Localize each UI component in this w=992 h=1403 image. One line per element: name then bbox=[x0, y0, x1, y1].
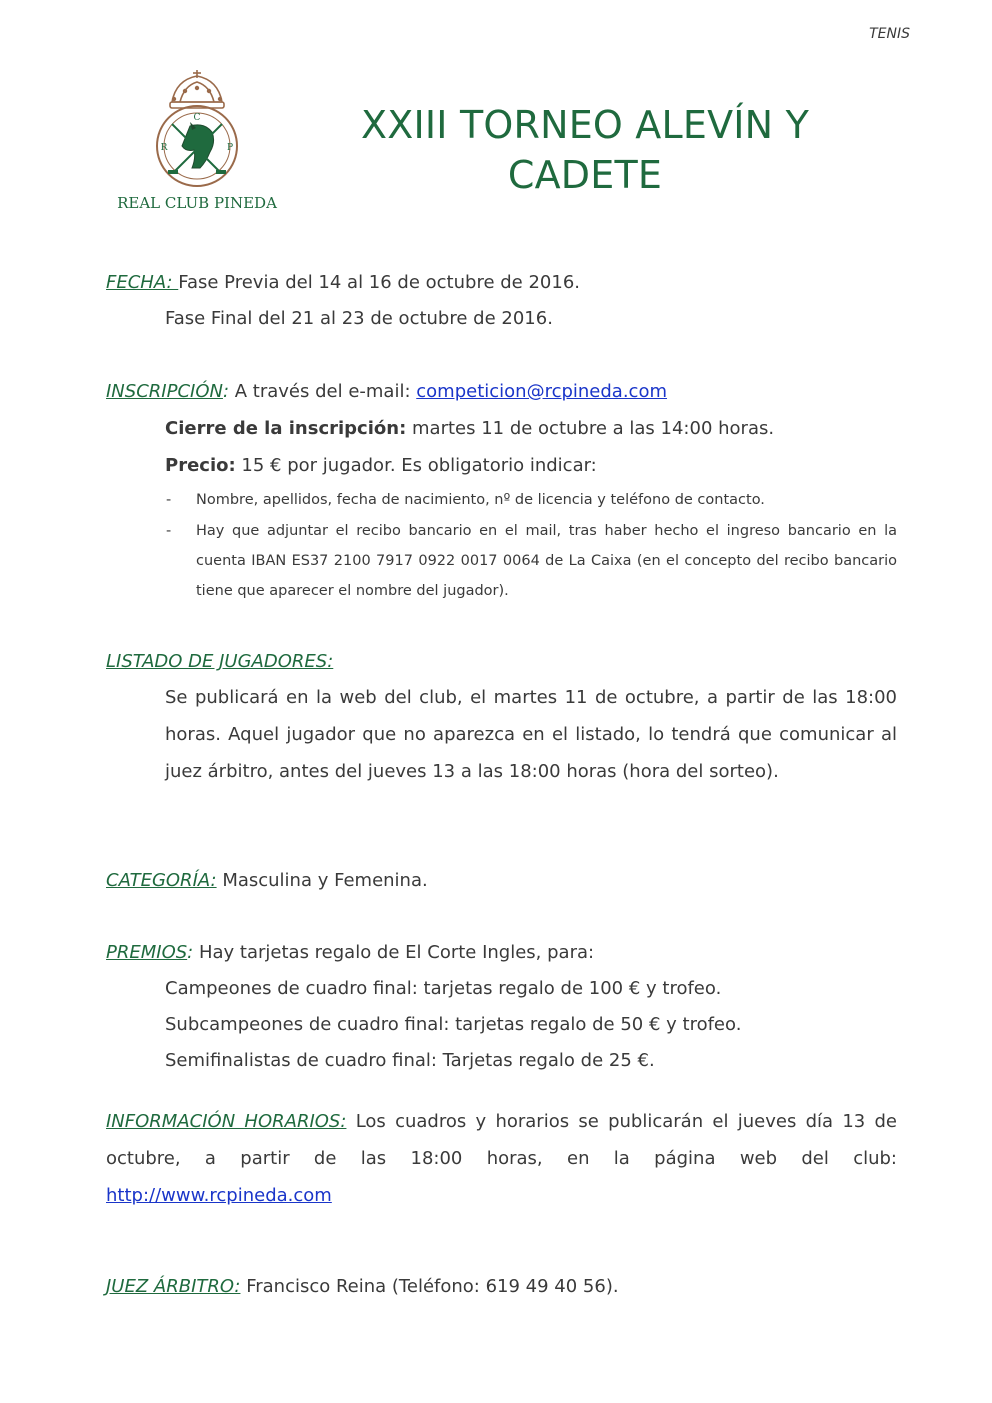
premios-line bbox=[106, 942, 594, 963]
premios-intro: Hay tarjetas regalo de El Corte Ingles, para: bbox=[193, 942, 595, 963]
club-logo bbox=[106, 66, 288, 216]
inscripcion-label: INSCRIPCIÓN bbox=[106, 381, 223, 402]
club-name: REAL CLUB PINEDA bbox=[117, 194, 277, 212]
premios-colon: : bbox=[187, 942, 194, 963]
crest-letter-left: R bbox=[160, 143, 168, 153]
crest-letter-right: P bbox=[226, 143, 234, 153]
horarios-label: INFORMACIÓN HORARIOS: bbox=[106, 1111, 347, 1132]
bullet-marker: - bbox=[166, 523, 172, 539]
title-line-1: XXIII TORNEO ALEVÍN Y bbox=[360, 103, 809, 147]
page-title bbox=[330, 100, 840, 200]
inscripcion-colon: : bbox=[222, 381, 230, 402]
premio-item: Subcampeones de cuadro final: tarjetas regalo de 50 € y trofeo. bbox=[165, 1014, 742, 1035]
categoria-text: Masculina y Femenina. bbox=[216, 870, 428, 891]
crest-letter-top: C bbox=[193, 113, 201, 123]
inscripcion-line bbox=[106, 381, 667, 402]
listado-label: LISTADO DE JUGADORES: bbox=[106, 651, 334, 672]
bullet-item: Hay que adjuntar el recibo bancario en el mail, tras haber hecho el ingreso bancario en la cuenta IBAN ES37 2100 7917 0922 0017 0064 de La Caixa (en el concepto del recibo bancario tiene que aparecer el nombre del jugador). bbox=[196, 523, 897, 599]
precio-line bbox=[165, 455, 597, 476]
premios-label: PREMIOS bbox=[106, 942, 188, 963]
email-link[interactable]: competicion@rcpineda.com bbox=[416, 381, 668, 402]
web-link[interactable]: http://www.rcpineda.com bbox=[106, 1185, 332, 1206]
title-line-2: CADETE bbox=[507, 153, 663, 197]
cierre-line bbox=[165, 418, 774, 439]
bullet-marker: - bbox=[166, 492, 172, 508]
categoria-line bbox=[106, 870, 428, 891]
categoria-label: CATEGORÍA: bbox=[106, 870, 217, 891]
fecha-line-1 bbox=[106, 272, 580, 293]
section-tag: TENIS bbox=[869, 26, 910, 42]
premio-item: Campeones de cuadro final: tarjetas regalo de 100 € y trofeo. bbox=[165, 978, 722, 999]
juez-label: JUEZ ÁRBITRO: bbox=[106, 1276, 241, 1297]
fecha-final: Fase Final del 21 al 23 de octubre de 2016. bbox=[165, 308, 553, 329]
inscripcion-intro: A través del e-mail: bbox=[229, 381, 417, 402]
listado-text: Se publicará en la web del club, el martes 11 de octubre, a partir de las 18:00 horas. Aquel jugador que no aparezca en el listado, lo tendrá que comunicar al juez árbitro, antes del jueves 13 a las 18:00 horas (hora del sorteo). bbox=[165, 687, 897, 782]
fecha-previa: Fase Previa del 14 al 16 de octubre de 2016. bbox=[178, 272, 580, 293]
precio-label: Precio: bbox=[165, 455, 236, 476]
premio-item: Semifinalistas de cuadro final: Tarjetas regalo de 25 €. bbox=[165, 1050, 655, 1071]
cierre-text: martes 11 de octubre a las 14:00 horas. bbox=[406, 418, 775, 439]
fecha-label: FECHA: bbox=[106, 272, 179, 293]
juez-text: Francisco Reina (Teléfono: 619 49 40 56). bbox=[240, 1276, 619, 1297]
cierre-label: Cierre de la inscripción: bbox=[165, 418, 407, 439]
horarios-paragraph bbox=[106, 1103, 897, 1214]
juez-line bbox=[106, 1276, 619, 1297]
crowned-horse-crest-icon bbox=[106, 66, 288, 216]
listado-line bbox=[106, 651, 333, 672]
horarios-text: Los cuadros y horarios se publicarán el jueves día 13 de octubre, a partir de las 18:00 horas, en la página web del club: bbox=[106, 1111, 898, 1169]
bullet-item: Nombre, apellidos, fecha de nacimiento, nº de licencia y teléfono de contacto. bbox=[196, 492, 765, 508]
precio-text: 15 € por jugador. Es obligatorio indicar: bbox=[235, 455, 597, 476]
